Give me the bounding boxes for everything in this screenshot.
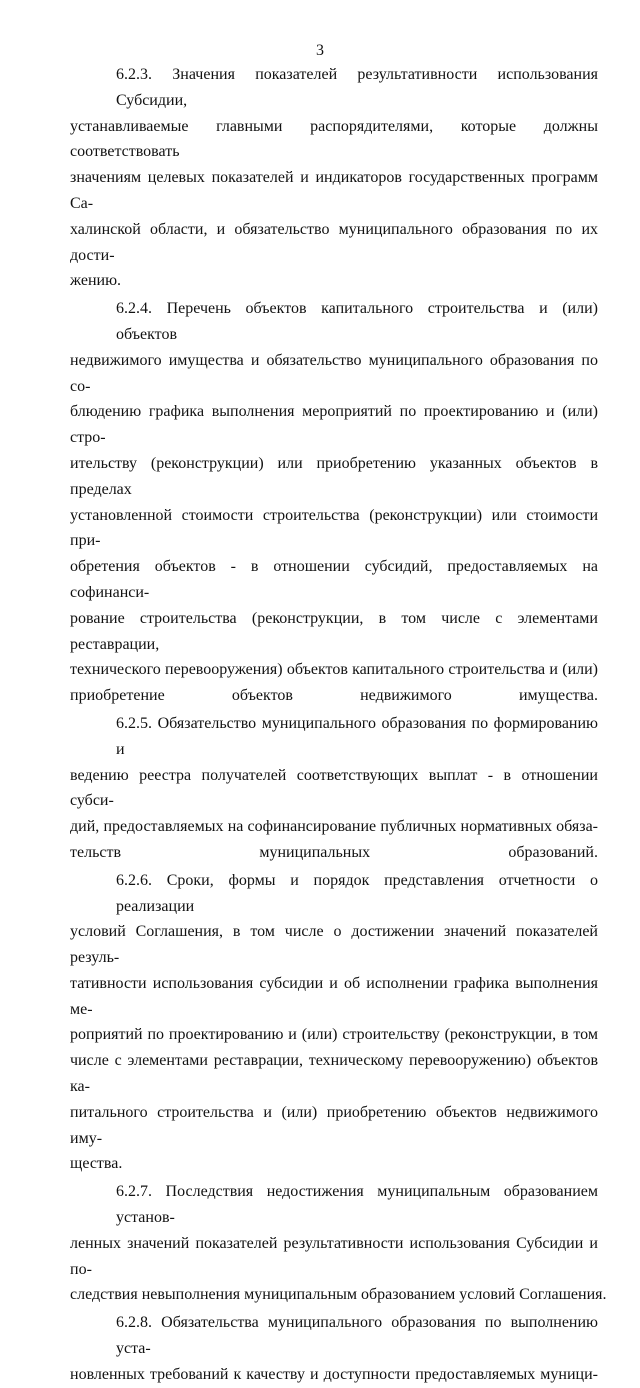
text-line: числе с элементами реставрации, техническому перевооружению) объектов ка-	[70, 1052, 598, 1096]
text-line: 6.2.4. Перечень объектов капитального строительства и (или) объектов	[116, 300, 598, 343]
text-line: 6.2.7. Последствия недостижения муниципальным образованием установ-	[116, 1183, 598, 1227]
text-line: жению.	[70, 272, 122, 290]
text-line: 6.2.5. Обязательство муниципального образования по формированию и	[116, 714, 598, 758]
page-number: 3	[316, 42, 324, 59]
text-line: 6.2.8. Обязательства муниципального образования по выполнению уста-	[116, 1314, 598, 1358]
text-line: 6.2.6. Сроки, формы и порядок представления отчетности о реализации	[116, 871, 598, 915]
text-line: рование строительства (реконструкции, в том числе с элементами реставрации,	[70, 609, 598, 653]
text-line: технического перевооружения) объектов капитального строительства и (или)	[70, 661, 598, 679]
text-line: щества.	[70, 1155, 123, 1173]
text-line: ленных значений показателей результативности использования Субсидии и по-	[70, 1234, 598, 1278]
text-line: тативности использования субсидии и об исполнении графика выполнения ме-	[70, 974, 598, 1018]
clause-6-2-6-paragraph	[70, 868, 598, 1178]
text-line: блюдению графика выполнения мероприятий по проектированию и (или) стро-	[70, 403, 598, 447]
document-body	[70, 62, 607, 1388]
text-line: недвижимого имущества и обязательство муниципального образования по со-	[70, 351, 598, 395]
clause-6-2-3-paragraph	[70, 62, 598, 294]
text-line: установленной стоимости строительства (реконструкции) или стоимости при-	[70, 506, 598, 550]
text-line: значениям целевых показателей и индикаторов государственных программ Са-	[70, 169, 598, 212]
text-line: следствия невыполнения муниципальным образованием условий Соглашения.	[70, 1286, 607, 1304]
text-line: халинской области, и обязательство муниципального образования по их дости-	[70, 220, 598, 264]
text-line: устанавливаемые главными распорядителями, которые должны соответствовать	[70, 117, 598, 161]
text-line: 6.2.3. Значения показателей результативности использования Субсидии,	[116, 66, 598, 109]
clause-6-2-4-paragraph	[70, 296, 598, 709]
clause-6-2-5-paragraph	[70, 711, 598, 866]
clause-6-2-7-paragraph	[70, 1179, 607, 1308]
text-line: роприятий по проектированию и (или) строительству (реконструкции, в том	[70, 1026, 598, 1044]
text-line: ведению реестра получателей соответствующих выплат - в отношении субси-	[70, 766, 598, 810]
text-line: питального строительства и (или) приобретению объектов недвижимого иму-	[70, 1103, 598, 1147]
text-line: приобретение объектов недвижимого имущества.	[70, 687, 598, 705]
text-line: условий Соглашения, в том числе о достижении значений показателей резуль-	[70, 923, 598, 967]
text-line: новленных требований к качеству и доступности предоставляемых муници-	[70, 1365, 598, 1383]
clause-6-2-8-paragraph	[70, 1310, 598, 1387]
text-line: тельств муниципальных образований.	[70, 843, 598, 861]
text-line: дий, предоставляемых на софинансирование публичных нормативных обяза-	[70, 818, 598, 836]
text-line: ительству (реконструкции) или приобретению указанных объектов в пределах	[70, 454, 598, 498]
text-line: обретения объектов - в отношении субсидий, предоставляемых на софинанси-	[70, 558, 598, 601]
